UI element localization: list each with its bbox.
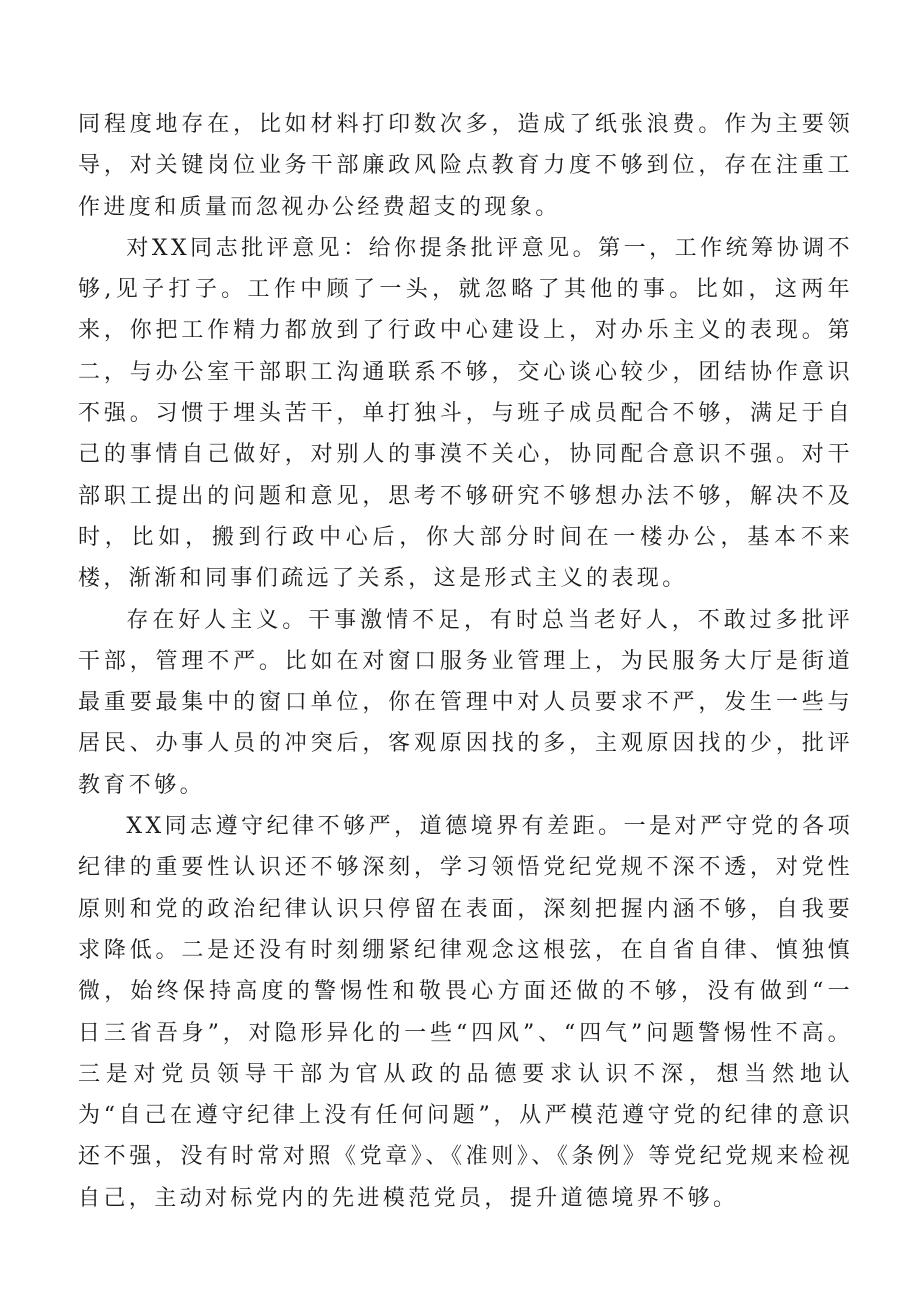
paragraph-discipline: XX同志遵守纪律不够严，道德境界有差距。一是对严守党的各项纪律的重要性认识还不够深刻，学习领悟党纪党规不深不透，对党性原则和党的政治纪律认识只停留在表面，深刻把握内涵不够，自我要求降低。二是还没有时刻绷紧纪律观念这根弦，在自省自律、慎独慎微，始终保持高度的警惕性和敬畏心方面还做的不够，没有做到“一日三省吾身”，对隐形异化的一些“四风”、“四气”问题警惕性不高。三是对党员领导干部为官从政的品德要求认识不深，想当然地认为“自己在遵守纪律上没有任何问题”，从严模范遵守党的纪律的意识还不强，没有时常对照《党章》、《准则》、《条例》等党纪党规来检视自己，主动对标党内的先进模范党员，提升道德境界不够。	[78, 814, 853, 1211]
paragraph-continuation: 同程度地存在，比如材料打印数次多，造成了纸张浪费。作为主要领导，对关键岗位业务干部廉政风险点教育力度不够到位，存在注重工作进度和质量而忽视办公经费超支的现象。	[78, 112, 853, 220]
paragraph-good-person-attitude: 存在好人主义。干事激情不足，有时总当老好人，不敢过多批评干部，管理不严。比如在对窗口服务业管理上，为民服务大厅是街道最重要最集中的窗口单位，你在管理中对人员要求不严，发生一些与居民、办事人员的冲突后，客观原因找的多，主观原因找的少，批评教育不够。	[78, 607, 853, 798]
paragraph-criticism-opinion: 对XX同志批评意见：给你提条批评意见。第一，工作统筹协调不够,见子打子。工作中顾了一头，就忽略了其他的事。比如，这两年来，你把工作精力都放到了行政中心建设上，对办乐主义的表现。第二，与办公室干部职工沟通联系不够，交心谈心较少，团结协作意识不强。习惯于埋头苦干，单打独斗，与班子成员配合不够，满足于自己的事情自己做好，对别人的事漠不关心，协同配合意识不强。对干部职工提出的问题和意见，思考不够研究不够想办法不够，解决不及时，比如，搬到行政中心后，你大部分时间在一楼办公，基本不来楼，渐渐和同事们疏远了关系，这是形式主义的表现。	[78, 235, 853, 592]
document-page	[78, 104, 853, 1219]
